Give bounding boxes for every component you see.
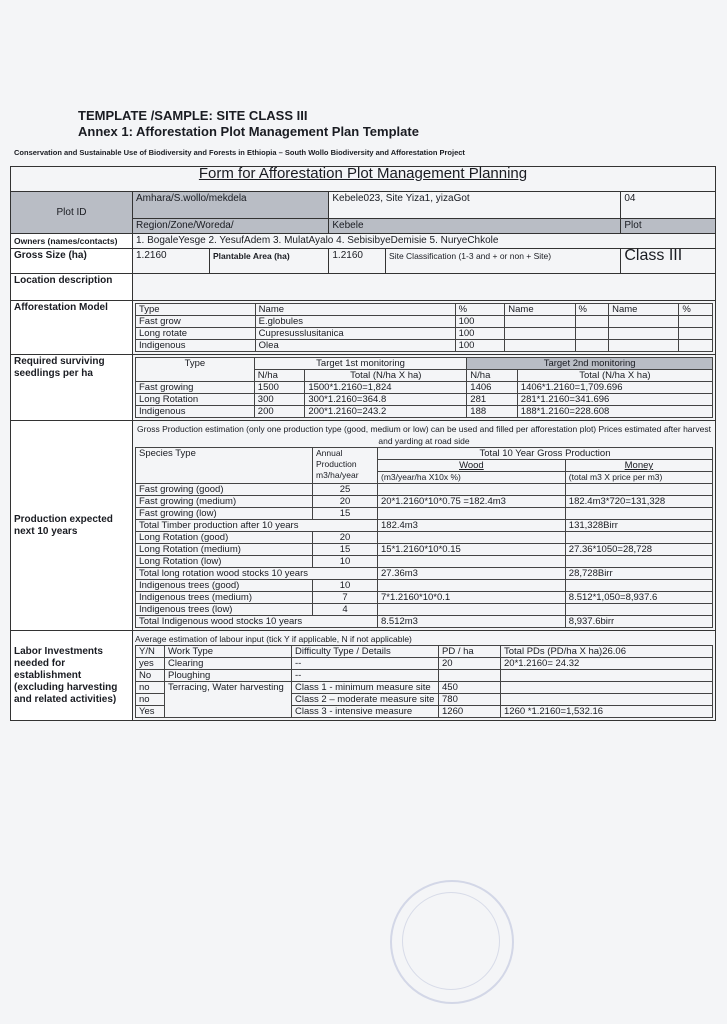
seedling-total[interactable]: 1500*1.2160=1,824 bbox=[305, 382, 467, 394]
production-total-row bbox=[136, 616, 713, 628]
labor-pdha[interactable]: 20 bbox=[439, 658, 501, 670]
labor-total[interactable]: 1260 *1.2160=1,532.16 bbox=[501, 706, 713, 718]
species: Fast growing (good) bbox=[136, 484, 313, 496]
labor-yn[interactable]: Yes bbox=[136, 706, 165, 718]
wood[interactable] bbox=[378, 604, 566, 616]
form-title: Form for Afforestation Plot Management Planning bbox=[11, 167, 716, 192]
model-row bbox=[136, 328, 713, 340]
gross-size-label: Gross Size (ha) bbox=[11, 249, 133, 274]
seedling-nha[interactable]: 200 bbox=[254, 406, 305, 418]
species-header: Species Type bbox=[136, 448, 313, 484]
money[interactable] bbox=[565, 532, 712, 544]
species: Fast growing (medium) bbox=[136, 496, 313, 508]
model-type: Indigenous bbox=[136, 340, 256, 352]
annex-title: Annex 1: Afforestation Plot Management Plan Template bbox=[78, 124, 419, 139]
seedlings-label: Required surviving seedlings per ha bbox=[11, 355, 133, 421]
kebele-label: Kebele bbox=[329, 219, 621, 234]
template-title: TEMPLATE /SAMPLE: SITE CLASS III bbox=[78, 108, 308, 123]
money-header: Money bbox=[565, 460, 712, 472]
model-pct[interactable] bbox=[575, 328, 609, 340]
kebele-value[interactable]: Kebele023, Site Yiza1, yizaGot bbox=[329, 192, 621, 219]
wood[interactable] bbox=[378, 580, 566, 592]
money[interactable] bbox=[565, 508, 712, 520]
production-table bbox=[135, 447, 713, 628]
model-name[interactable] bbox=[609, 316, 679, 328]
labor-yn[interactable]: no bbox=[136, 694, 165, 706]
location-label: Location description bbox=[11, 274, 133, 301]
wood[interactable]: 20*1.2160*10*0.75 =182.4m3 bbox=[378, 496, 566, 508]
annual[interactable]: 7 bbox=[313, 592, 378, 604]
money[interactable]: 8.512*1,050=8,937.6 bbox=[565, 592, 712, 604]
site-class-label: Site Classification (1-3 and + or non + Site) bbox=[386, 249, 621, 274]
seedling-nha[interactable]: 1500 bbox=[254, 382, 305, 394]
wood[interactable] bbox=[378, 484, 566, 496]
document-heading bbox=[78, 108, 419, 140]
labor-header-pdha: PD / ha bbox=[439, 646, 501, 658]
seedling-total[interactable]: 1406*1.2160=1,709.696 bbox=[517, 382, 712, 394]
model-header-pct: % bbox=[575, 304, 609, 316]
plantable-label: Plantable Area (ha) bbox=[210, 249, 329, 274]
labor-label: Labor Investments needed for establishment (excluding harvesting and related activities) bbox=[11, 631, 133, 721]
wood[interactable]: 182.4m3 bbox=[378, 520, 566, 532]
wood-header: Wood bbox=[378, 460, 566, 472]
labor-row bbox=[136, 682, 713, 694]
labor-total[interactable] bbox=[501, 682, 713, 694]
seedling-row bbox=[136, 382, 713, 394]
model-name[interactable]: E.globules bbox=[255, 316, 455, 328]
model-pct[interactable] bbox=[679, 340, 713, 352]
labor-pdha[interactable]: 1260 bbox=[439, 706, 501, 718]
production-total-row bbox=[136, 568, 713, 580]
gross-size-value[interactable]: 1.2160 bbox=[133, 249, 210, 274]
plot-id-label: Plot ID bbox=[11, 192, 133, 234]
official-stamp-inner bbox=[402, 892, 500, 990]
production-row bbox=[136, 604, 713, 616]
production-row bbox=[136, 556, 713, 568]
owners-label: Owners (names/contacts) bbox=[11, 234, 133, 249]
production-row bbox=[136, 592, 713, 604]
annual-header: Annual Production m3/ha/year bbox=[313, 448, 378, 484]
nha-header: N/ha bbox=[467, 370, 518, 382]
plot-form bbox=[10, 166, 716, 721]
labor-difficulty: Class 1 - minimum measure site bbox=[292, 682, 439, 694]
region-value[interactable]: Amhara/S.wollo/mekdela bbox=[133, 192, 329, 219]
plantable-value[interactable]: 1.2160 bbox=[329, 249, 386, 274]
plot-value[interactable]: 04 bbox=[621, 192, 716, 219]
total-header: Total (N/ha X ha) bbox=[517, 370, 712, 382]
money[interactable]: 27.36*1050=28,728 bbox=[565, 544, 712, 556]
labor-header-total: Total PDs (PD/ha X ha)26.06 bbox=[501, 646, 713, 658]
model-cell bbox=[133, 301, 716, 355]
annual[interactable]: 15 bbox=[313, 508, 378, 520]
species: Long Rotation (low) bbox=[136, 556, 313, 568]
labor-difficulty: -- bbox=[292, 658, 439, 670]
wood[interactable] bbox=[378, 532, 566, 544]
model-row bbox=[136, 316, 713, 328]
model-type: Long rotate bbox=[136, 328, 256, 340]
model-header-pct: % bbox=[455, 304, 505, 316]
production-row bbox=[136, 580, 713, 592]
target2-header: Target 2nd monitoring bbox=[467, 358, 713, 370]
production-label: Production expected next 10 years bbox=[11, 421, 133, 631]
labor-pdha[interactable]: 780 bbox=[439, 694, 501, 706]
species: Indigenous trees (medium) bbox=[136, 592, 313, 604]
labor-note: Average estimation of labour input (tick Y if applicable, N if not applicable) bbox=[135, 634, 412, 644]
labor-work: Clearing bbox=[165, 658, 292, 670]
model-table bbox=[135, 303, 713, 352]
seedlings-cell bbox=[133, 355, 716, 421]
seedling-nha[interactable]: 300 bbox=[254, 394, 305, 406]
labor-table bbox=[135, 645, 713, 718]
species-total: Total Timber production after 10 years bbox=[136, 520, 378, 532]
project-name: Conservation and Sustainable Use of Biodiversity and Forests in Ethiopia – South Wollo Biodiversity and Afforestation Project bbox=[14, 148, 465, 157]
money[interactable] bbox=[565, 484, 712, 496]
seedling-row bbox=[136, 394, 713, 406]
seedlings-type-header: Type bbox=[136, 358, 255, 382]
model-header-name: Name bbox=[505, 304, 575, 316]
labor-total[interactable] bbox=[501, 694, 713, 706]
species: Long Rotation (medium) bbox=[136, 544, 313, 556]
labor-header-difficulty: Difficulty Type / Details bbox=[292, 646, 439, 658]
production-total-row bbox=[136, 520, 713, 532]
annual[interactable]: 10 bbox=[313, 556, 378, 568]
nha-header: N/ha bbox=[254, 370, 305, 382]
annual[interactable]: 15 bbox=[313, 544, 378, 556]
production-row bbox=[136, 484, 713, 496]
model-name[interactable] bbox=[609, 328, 679, 340]
seedling-total[interactable]: 300*1.2160=364.8 bbox=[305, 394, 467, 406]
model-header-name: Name bbox=[609, 304, 679, 316]
labor-pdha[interactable]: 450 bbox=[439, 682, 501, 694]
model-header-name: Name bbox=[255, 304, 455, 316]
wood-unit: (m3/year/ha X10x %) bbox=[378, 472, 566, 484]
production-row bbox=[136, 508, 713, 520]
model-pct[interactable]: 100 bbox=[455, 328, 505, 340]
labor-yn[interactable]: yes bbox=[136, 658, 165, 670]
seedling-nha[interactable]: 281 bbox=[467, 394, 518, 406]
seedling-total[interactable]: 200*1.2160=243.2 bbox=[305, 406, 467, 418]
labor-row bbox=[136, 670, 713, 682]
species: Indigenous trees (good) bbox=[136, 580, 313, 592]
seedling-nha[interactable]: 1406 bbox=[467, 382, 518, 394]
target1-header: Target 1st monitoring bbox=[254, 358, 466, 370]
species: Indigenous trees (low) bbox=[136, 604, 313, 616]
model-name[interactable] bbox=[609, 340, 679, 352]
seedlings-table bbox=[135, 357, 713, 418]
money[interactable] bbox=[565, 556, 712, 568]
labor-work: Ploughing bbox=[165, 670, 292, 682]
model-header-pct: % bbox=[679, 304, 713, 316]
money[interactable] bbox=[565, 580, 712, 592]
model-pct[interactable]: 100 bbox=[455, 316, 505, 328]
annual[interactable]: 20 bbox=[313, 496, 378, 508]
model-pct[interactable] bbox=[575, 316, 609, 328]
production-note: Gross Production estimation (only one production type (good, medium or low) can be used and filled per afforestation plot) Prices estimated after harvest and yarding at road side bbox=[137, 424, 711, 446]
wood[interactable] bbox=[378, 556, 566, 568]
seedling-total[interactable]: 188*1.2160=228.608 bbox=[517, 406, 712, 418]
model-pct[interactable]: 100 bbox=[455, 340, 505, 352]
annual[interactable]: 25 bbox=[313, 484, 378, 496]
model-name[interactable] bbox=[505, 340, 575, 352]
species-total: Total Indigenous wood stocks 10 years bbox=[136, 616, 378, 628]
wood[interactable]: 7*1.2160*10*0.1 bbox=[378, 592, 566, 604]
wood[interactable] bbox=[378, 508, 566, 520]
seedling-type: Indigenous bbox=[136, 406, 255, 418]
labor-header-yn: Y/N bbox=[136, 646, 165, 658]
seedling-row bbox=[136, 406, 713, 418]
model-pct[interactable] bbox=[679, 328, 713, 340]
wood[interactable]: 8.512m3 bbox=[378, 616, 566, 628]
model-header-type: Type bbox=[136, 304, 256, 316]
production-row bbox=[136, 496, 713, 508]
model-type: Fast grow bbox=[136, 316, 256, 328]
site-class-value[interactable]: Class III bbox=[621, 249, 716, 274]
species-total: Total long rotation wood stocks 10 years bbox=[136, 568, 378, 580]
labor-work: Terracing, Water harvesting bbox=[165, 682, 292, 718]
money[interactable]: 182.4m3*720=131,328 bbox=[565, 496, 712, 508]
labor-difficulty: Class 3 - intensive measure bbox=[292, 706, 439, 718]
seedling-nha[interactable]: 188 bbox=[467, 406, 518, 418]
species: Fast growing (low) bbox=[136, 508, 313, 520]
model-name[interactable] bbox=[505, 316, 575, 328]
money[interactable] bbox=[565, 604, 712, 616]
model-name[interactable] bbox=[505, 328, 575, 340]
money[interactable]: 28,728Birr bbox=[565, 568, 712, 580]
seedling-total[interactable]: 281*1.2160=341.696 bbox=[517, 394, 712, 406]
production-row bbox=[136, 544, 713, 556]
model-row bbox=[136, 340, 713, 352]
annual[interactable]: 10 bbox=[313, 580, 378, 592]
afforestation-label: Afforestation Model bbox=[11, 301, 133, 355]
plot-label: Plot bbox=[621, 219, 716, 234]
model-pct[interactable] bbox=[679, 316, 713, 328]
money-unit: (total m3 X price per m3) bbox=[565, 472, 712, 484]
production-row bbox=[136, 532, 713, 544]
labor-difficulty: -- bbox=[292, 670, 439, 682]
money[interactable]: 8,937.6birr bbox=[565, 616, 712, 628]
labor-total[interactable]: 20*1.2160= 24.32 bbox=[501, 658, 713, 670]
labor-yn[interactable]: no bbox=[136, 682, 165, 694]
labor-header-work: Work Type bbox=[165, 646, 292, 658]
total-header: Total (N/ha X ha) bbox=[305, 370, 467, 382]
region-label: Region/Zone/Woreda/ bbox=[133, 219, 329, 234]
annual[interactable]: 4 bbox=[313, 604, 378, 616]
gross-header: Total 10 Year Gross Production bbox=[378, 448, 713, 460]
labor-yn[interactable]: No bbox=[136, 670, 165, 682]
production-cell bbox=[133, 421, 716, 631]
labor-cell bbox=[133, 631, 716, 721]
annual[interactable]: 20 bbox=[313, 532, 378, 544]
species: Long Rotation (good) bbox=[136, 532, 313, 544]
model-name[interactable]: Cupresusslusitanica bbox=[255, 328, 455, 340]
labor-total[interactable] bbox=[501, 670, 713, 682]
owners-value[interactable]: 1. BogaleYesge 2. YesufAdem 3. MulatAyalo 4. SebisibyeDemisie 5. NuryeChkole bbox=[133, 234, 716, 249]
money[interactable]: 131,328Birr bbox=[565, 520, 712, 532]
seedling-type: Fast growing bbox=[136, 382, 255, 394]
wood[interactable]: 15*1.2160*10*0.15 bbox=[378, 544, 566, 556]
labor-difficulty: Class 2 – moderate measure site bbox=[292, 694, 439, 706]
model-name[interactable]: Olea bbox=[255, 340, 455, 352]
labor-pdha[interactable] bbox=[439, 670, 501, 682]
location-value[interactable] bbox=[133, 274, 716, 301]
labor-row bbox=[136, 658, 713, 670]
wood[interactable]: 27.36m3 bbox=[378, 568, 566, 580]
model-pct[interactable] bbox=[575, 340, 609, 352]
seedling-type: Long Rotation bbox=[136, 394, 255, 406]
